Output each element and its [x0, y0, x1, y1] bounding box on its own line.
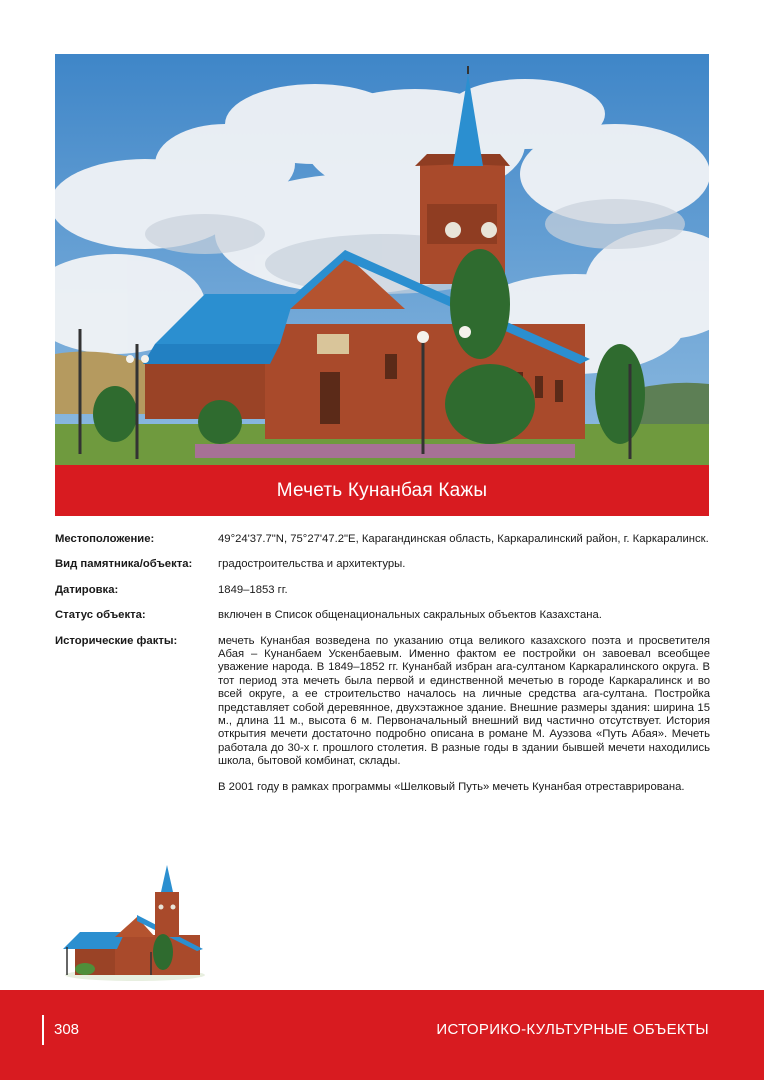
facts-paragraph: В 2001 году в рамках программы «Шелковый Путь» мечеть Кунанбая отреставрирована.: [218, 780, 685, 793]
info-table: [55, 533, 710, 818]
mosque-thumbnail: [55, 857, 205, 982]
section-title: ИСТОРИКО-КУЛЬТУРНЫЕ ОБЪЕКТЫ: [436, 1021, 709, 1038]
field-location: [55, 533, 710, 546]
field-label: Датировка:: [55, 583, 119, 596]
footer-divider: [42, 1015, 44, 1045]
mosque-photo: [55, 54, 709, 465]
field-status: [55, 609, 710, 622]
field-label: Статус объекта:: [55, 609, 146, 622]
field-label: Местоположение:: [55, 533, 155, 545]
field-value: градостроительства и архитектуры.: [218, 558, 406, 571]
page-title: Мечеть Кунанбая Кажы: [276, 479, 488, 501]
facts-paragraph: мечеть Кунанбая возведена по указанию отца великого казахского поэта и просветителя Абая – Кунанбаем Ускенбаевым. Именно фактом ее постройки он завоевал всеобщее уважение народа. В 1849–1852 гг. Кунанбай избран ага-султаном Каркаралинского округа. В тот период эта мечеть была первой и единственной мечетью в городе Каркаралинск и во всей округе, а ее строительство началось на личные средства ага-султана. Постройка представляет собой деревянное, двухэтажное здание. Внешние размеры здания: ширина 15 м., длина 11 м., высота 6 м. Первоначальный внешний вид частично отсутствует. История открытия мечети достаточно подробно описана в романе М. Ауэзова «Путь Абая». Мечеть работала до 30-х г. прошлого столетия. В разные годы в здании бывшей мечети находились школа, бытовой комбинат, склады.: [218, 634, 710, 768]
field-label: Исторические факты:: [55, 634, 178, 647]
field-value: включен в Список общенациональных сакральных объектов Казахстана.: [218, 609, 602, 622]
field-historical-facts: [55, 635, 710, 806]
field-value: 49°24'37.7"N, 75°27'47.2"E, Карагандинская область, Каркаралинский район, г. Каркаралинск.: [218, 533, 709, 545]
field-label: Вид памятника/объекта:: [55, 558, 193, 571]
page-number: 308: [54, 1021, 80, 1038]
title-bar: [55, 465, 709, 516]
page-footer: [0, 990, 764, 1080]
field-dating: [55, 584, 710, 597]
field-monument-type: [55, 558, 710, 571]
field-value: 1849–1853 гг.: [218, 583, 288, 596]
facts-text: [218, 635, 710, 806]
